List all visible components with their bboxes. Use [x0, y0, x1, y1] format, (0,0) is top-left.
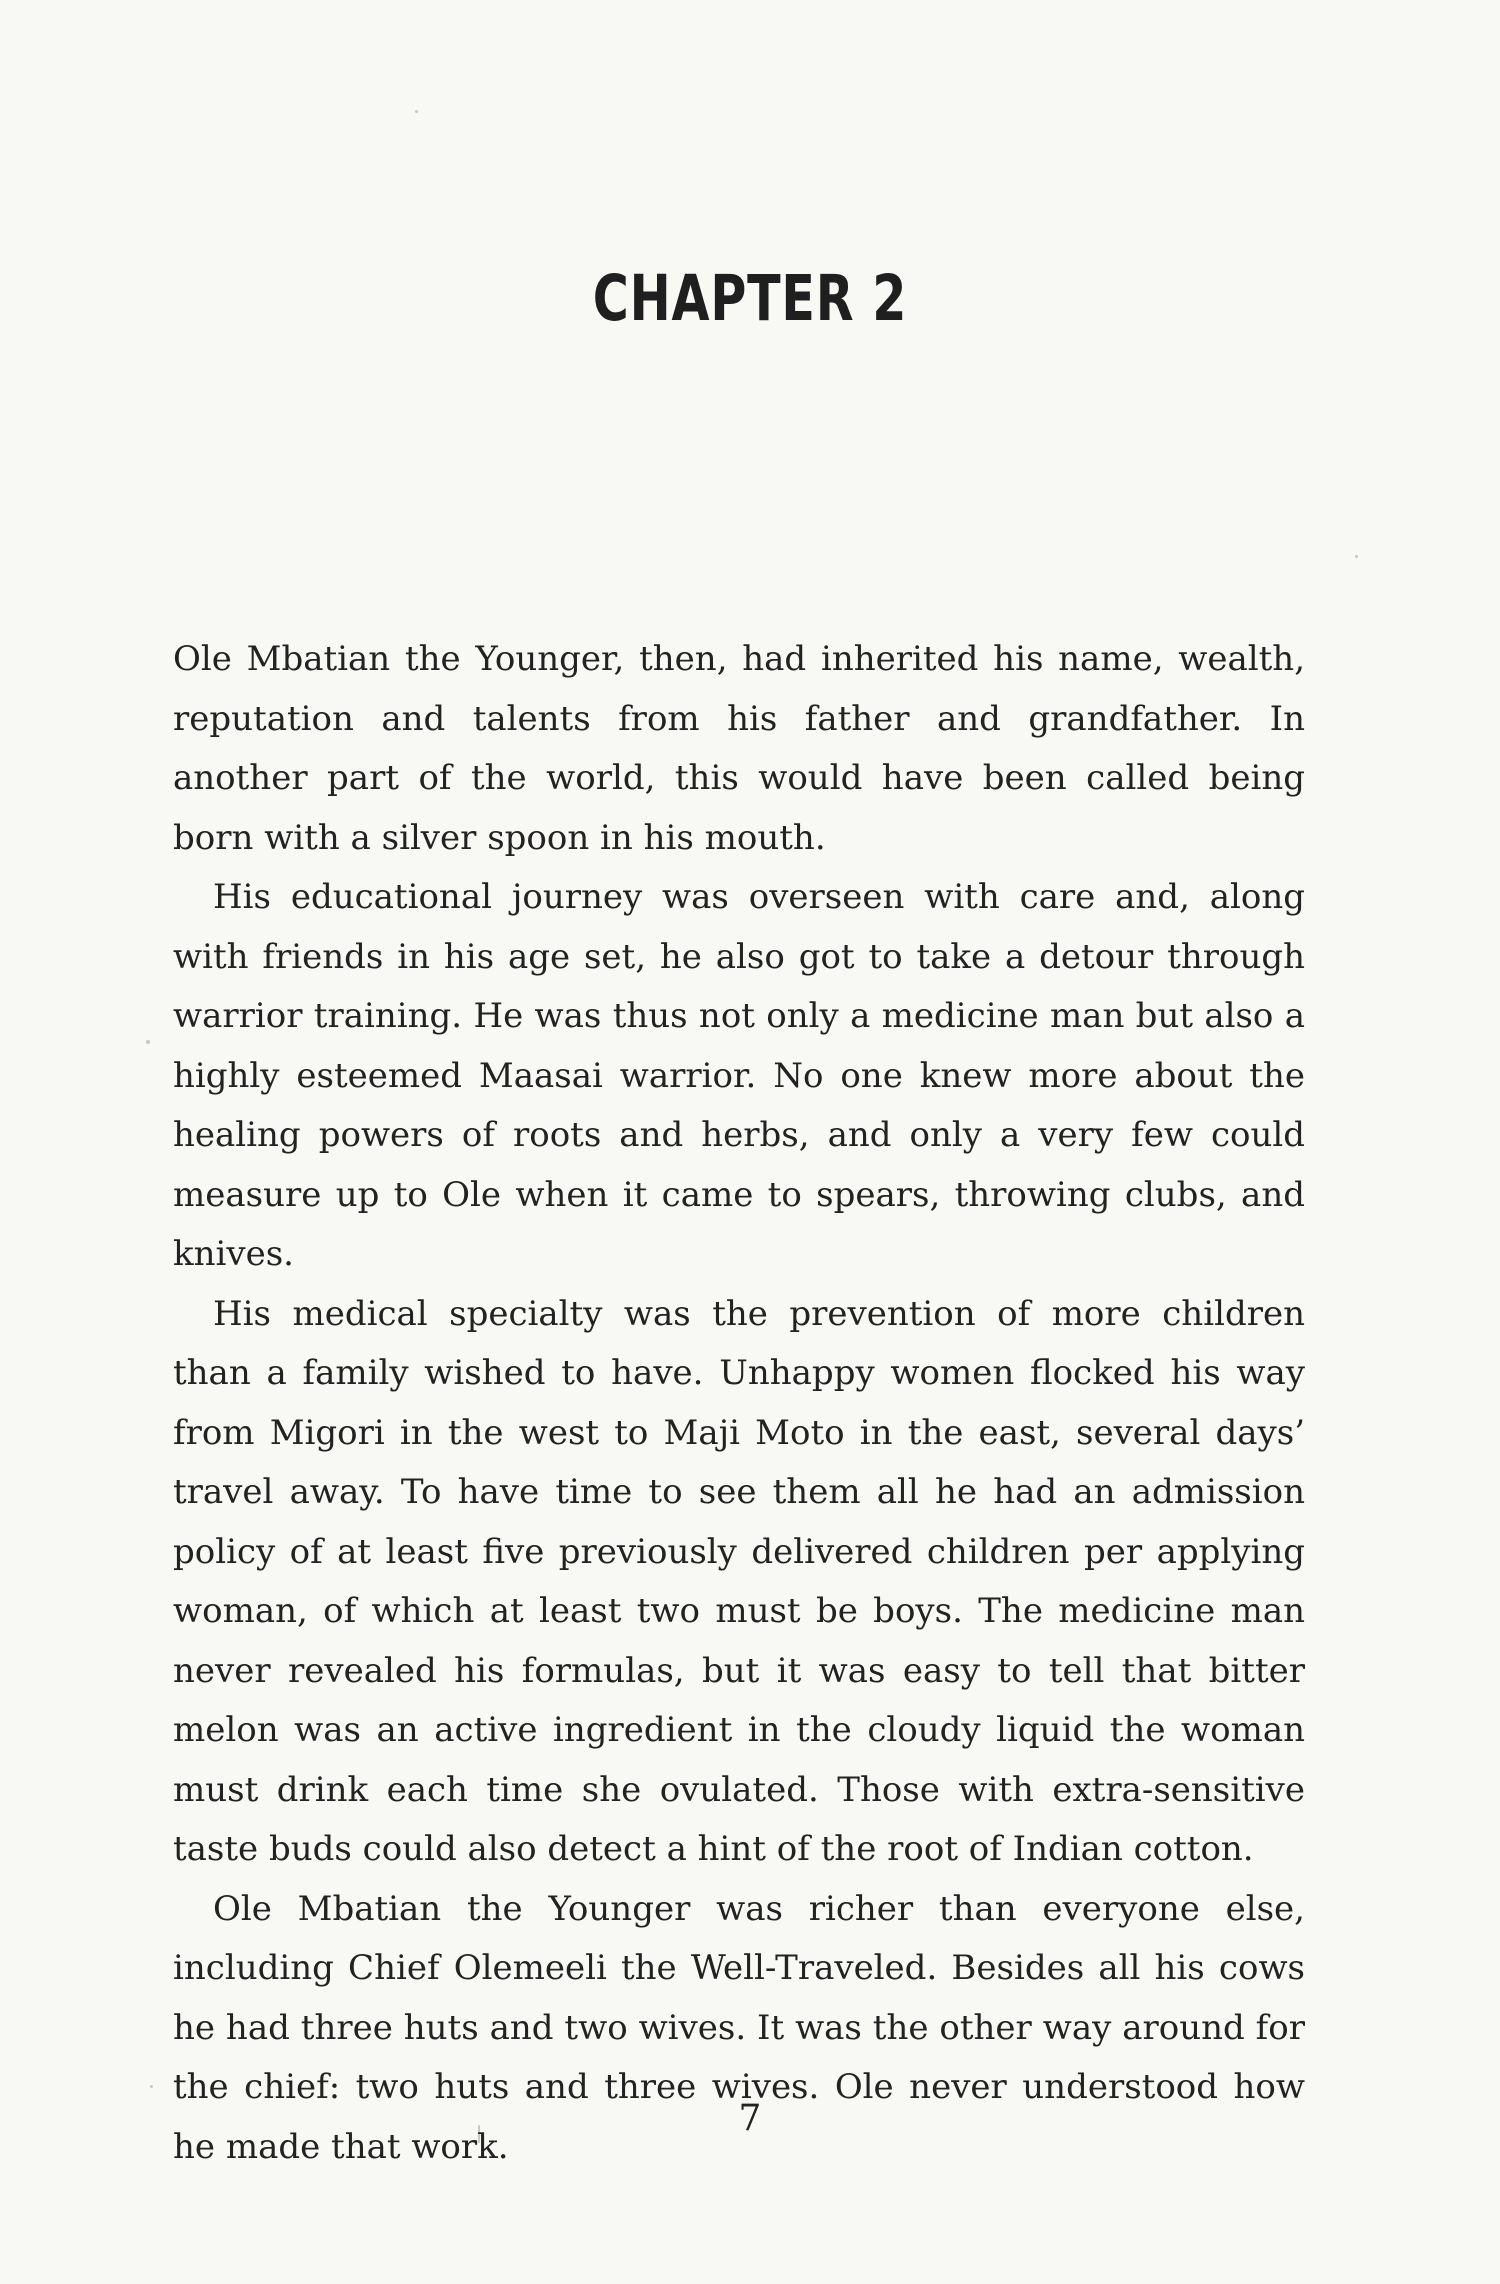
paper-speck [146, 1040, 150, 1044]
paragraph: Ole Mbatian the Younger was richer than everyone else, including Chief Olemeeli the Well-Traveled. Besides all his cows he had three huts and two wives. It was the other way around for the chief: two huts and three wives. Ole never understood how he made that work. [173, 1888, 1305, 2167]
chapter-heading: CHAPTER 2 [592, 262, 908, 335]
paper-speck [415, 110, 418, 113]
chapter-body [173, 630, 1305, 2177]
page-number: 7 [738, 2098, 762, 2139]
paragraph: Ole Mbatian the Younger, then, had inherited his name, wealth, reputation and talents from his father and grandfather. In another part of the world, this would have been called being born with a silver spoon in his mouth. [173, 639, 1305, 858]
paragraph: His educational journey was overseen with care and, along with friends in his age set, he also got to take a detour through warrior training. He was thus not only a medicine man but also a highly esteemed Maasai warrior. No one knew more about the healing powers of roots and herbs, and only a very few could measure up to Ole when it came to spears, throwing clubs, and knives. [173, 877, 1305, 1274]
paragraph: His medical specialty was the prevention of more children than a family wished to have. Unhappy women flocked his way from Migori in the west to Maji Moto in the east, several days’ travel away. To have time to see them all he had an admission policy of at least five previously delivered children per applying woman, of which at least two must be boys. The medicine man never revealed his formulas, but it was easy to tell that bitter melon was an active ingredient in the cloudy liquid the woman must drink each time she ovulated. Those with extra-sensitive taste buds could also detect a hint of the root of Indian cotton. [173, 1293, 1305, 1869]
paper-speck [1355, 555, 1358, 558]
paper-speck [150, 2085, 153, 2088]
